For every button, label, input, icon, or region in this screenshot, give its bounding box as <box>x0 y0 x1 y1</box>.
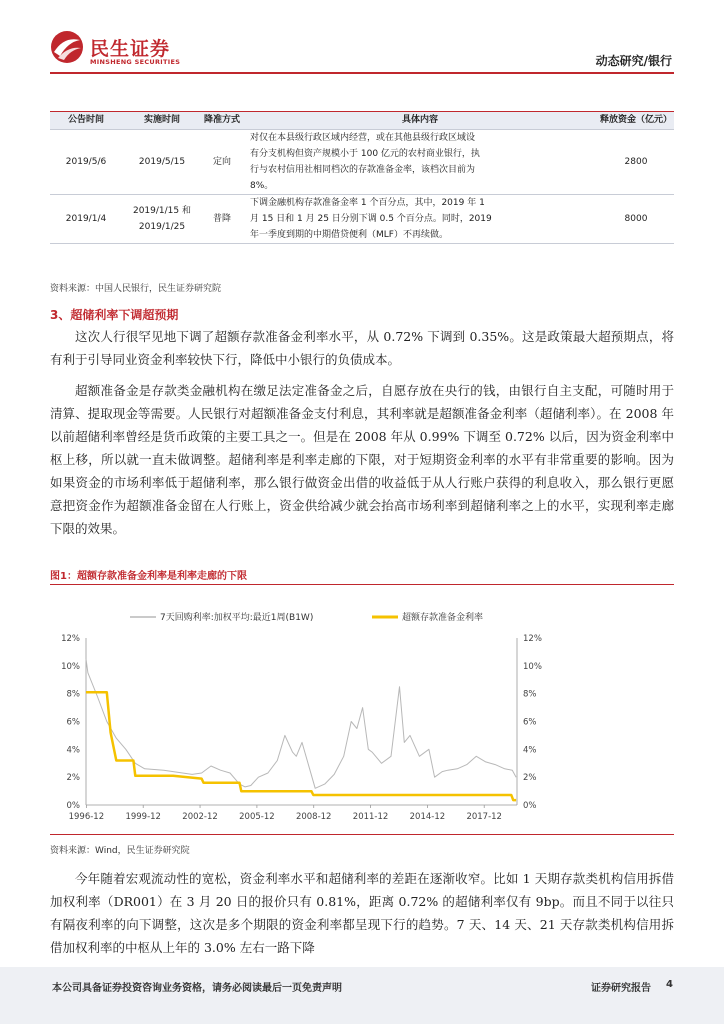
header-divider <box>50 72 674 74</box>
section-title: 3、超储利率下调超预期 <box>50 308 179 322</box>
table-source-note: 资料来源：中国人民银行，民生证券研究院 <box>50 284 222 294</box>
content-line: 对仅在本县级行政区域内经营，或在其他县级行政区域设 <box>250 133 476 143</box>
cell-announce: 2019/5/6 <box>50 130 122 195</box>
content-line: 有分支机构但资产规模小于 100 亿元的农村商业银行，执 <box>250 149 480 159</box>
series-line-b1w <box>86 659 516 788</box>
cell-announce: 2019/1/4 <box>50 195 122 244</box>
y-tick-label-left: 6% <box>66 717 80 728</box>
figure-title: 图1：超额存款准备金利率是利率走廊的下限 <box>50 571 247 582</box>
cell-implement <box>122 195 202 244</box>
y-tick-label-right: 8% <box>523 689 537 700</box>
content-line: 年一季度到期的中期借贷便利（MLF）不再续做。 <box>250 230 448 240</box>
y-tick-label-right: 4% <box>523 745 537 756</box>
logo-english-name: MINSHENG SECURITIES <box>90 58 181 66</box>
col-header-implement: 实施时间 <box>122 112 202 130</box>
cell-method: 普降 <box>202 195 242 244</box>
col-header-content: 具体内容 <box>242 112 598 130</box>
x-tick-label: 2017-12 <box>466 812 502 822</box>
y-tick-label-left: 8% <box>66 689 80 700</box>
y-tick-label-left: 2% <box>66 773 80 784</box>
x-tick-label: 2008-12 <box>295 812 332 822</box>
y-tick-label-right: 6% <box>523 717 537 728</box>
y-tick-label-right: 10% <box>523 661 542 672</box>
logo-chinese-name: 民生证券 <box>90 38 171 60</box>
y-tick-label-left: 12% <box>61 634 80 644</box>
paragraph-2: 超额准备金是存款类金融机构在缴足法定准备金之后，自愿存放在央行的钱，由银行自主支配，可随时用于清算、提取现金等需要。人民银行对超额准备金支付利息，其利率就是超额准备金利率（超储利率）。在 2008 年以前超储利率曾经是货币政策的主要工具之一。但是在 2008 年从 0.99% 下调至 0.72% 以后，因为资金利率中枢上移，所以就一直未做调整。超储利率是利率走廊的下限，对于短期资金利率的水平有非常重要的影响。因为如果资金的市场利率低于超储利率，那么银行做资金出借的收益低于从人行账户获得的利息收入，那么银行更愿意把资金作为超额准备金留在人行账上，资金供给减少就会抬高市场利率到超储利率之上的水平，实现利率走廊下限的效果。 <box>50 383 674 536</box>
cell-amount: 8000 <box>598 195 674 244</box>
page-footer <box>0 967 724 1024</box>
legend-label: 7天回购利率:加权平均:最近1周(B1W) <box>160 613 314 623</box>
cell-amount: 2800 <box>598 130 674 195</box>
legend-label: 超额存款准备金利率 <box>402 613 484 623</box>
table-row <box>50 130 674 195</box>
implement-line: 2019/1/25 <box>138 222 186 232</box>
implement-line: 2019/1/15 和 <box>132 206 191 216</box>
y-tick-label-left: 0% <box>66 801 80 811</box>
col-header-announce: 公告时间 <box>50 112 122 130</box>
col-header-method: 降准方式 <box>202 112 242 130</box>
y-tick-label-right: 0% <box>523 801 537 811</box>
cell-method: 定向 <box>202 130 242 195</box>
minsheng-logo-icon <box>50 30 84 64</box>
x-tick-label: 1999-12 <box>125 812 161 822</box>
page-header <box>0 0 724 72</box>
figure-source-note: 资料来源：Wind，民生证券研究院 <box>50 846 190 856</box>
x-tick-label: 2005-12 <box>239 812 275 822</box>
table-header-row <box>50 112 674 130</box>
y-tick-label-left: 4% <box>66 745 80 756</box>
paragraph-1: 这次人行很罕见地下调了超额存款准备金利率水平，从 0.72% 下调到 0.35%。这是政策最大超预期点，将有利于引导同业资金利率较快下行，降低中小银行的负债成本。 <box>50 329 674 367</box>
figure-bottom-divider <box>50 834 674 835</box>
footer-disclaimer: 本公司具备证券投资咨询业务资格，请务必阅读最后一页免责声明 <box>52 983 342 994</box>
col-header-amount: 释放资金（亿元） <box>598 112 674 130</box>
cell-implement: 2019/5/15 <box>122 130 202 195</box>
cell-content <box>242 130 598 195</box>
cell-content <box>242 195 598 244</box>
paragraph-3: 今年随着宏观流动性的宽松，资金利率水平和超储利率的差距在逐渐收窄。比如 1 天期存款类机构信用拆借加权利率（DR001）在 3 月 20 日的报价只有 0.81%，距离 0.72% 的超储利率仅有 9bp。而且不同于以往只有隔夜利率的向下调整，这次是多个期限的资金利率都呈现下行的趋势。7 天、14 天、21 天存款类机构信用拆借加权利率的中枢从上年的 3.0% 左右一路下降 <box>50 871 674 955</box>
table-row <box>50 195 674 244</box>
content-line: 行与农村信用社相同档次的存款准备金率，该档次目前为 <box>250 165 476 175</box>
series-line-excess-reserve-rate <box>86 692 516 800</box>
y-tick-label-left: 10% <box>61 661 80 672</box>
content-line: 下调金融机构存款准备金率 1 个百分点，其中，2019 年 1 <box>250 198 485 208</box>
page-number: 4 <box>666 979 673 990</box>
x-tick-label: 2014-12 <box>409 812 446 822</box>
figure-top-divider <box>50 584 674 585</box>
x-tick-label: 1996-12 <box>68 812 105 822</box>
y-tick-label-right: 12% <box>523 634 542 644</box>
content-line: 8%。 <box>250 181 274 191</box>
content-line: 月 15 日和 1 月 25 日分别下调 0.5 个百分点。同时，2019 <box>250 214 492 224</box>
y-tick-label-right: 2% <box>523 773 537 784</box>
x-tick-label: 2002-12 <box>182 812 218 822</box>
report-type: 动态研究/银行 <box>595 54 672 68</box>
rrr-cut-table <box>50 112 674 244</box>
corridor-rate-chart <box>50 592 674 832</box>
x-tick-label: 2011-12 <box>352 812 389 822</box>
footer-report-label: 证券研究报告 <box>591 983 651 994</box>
